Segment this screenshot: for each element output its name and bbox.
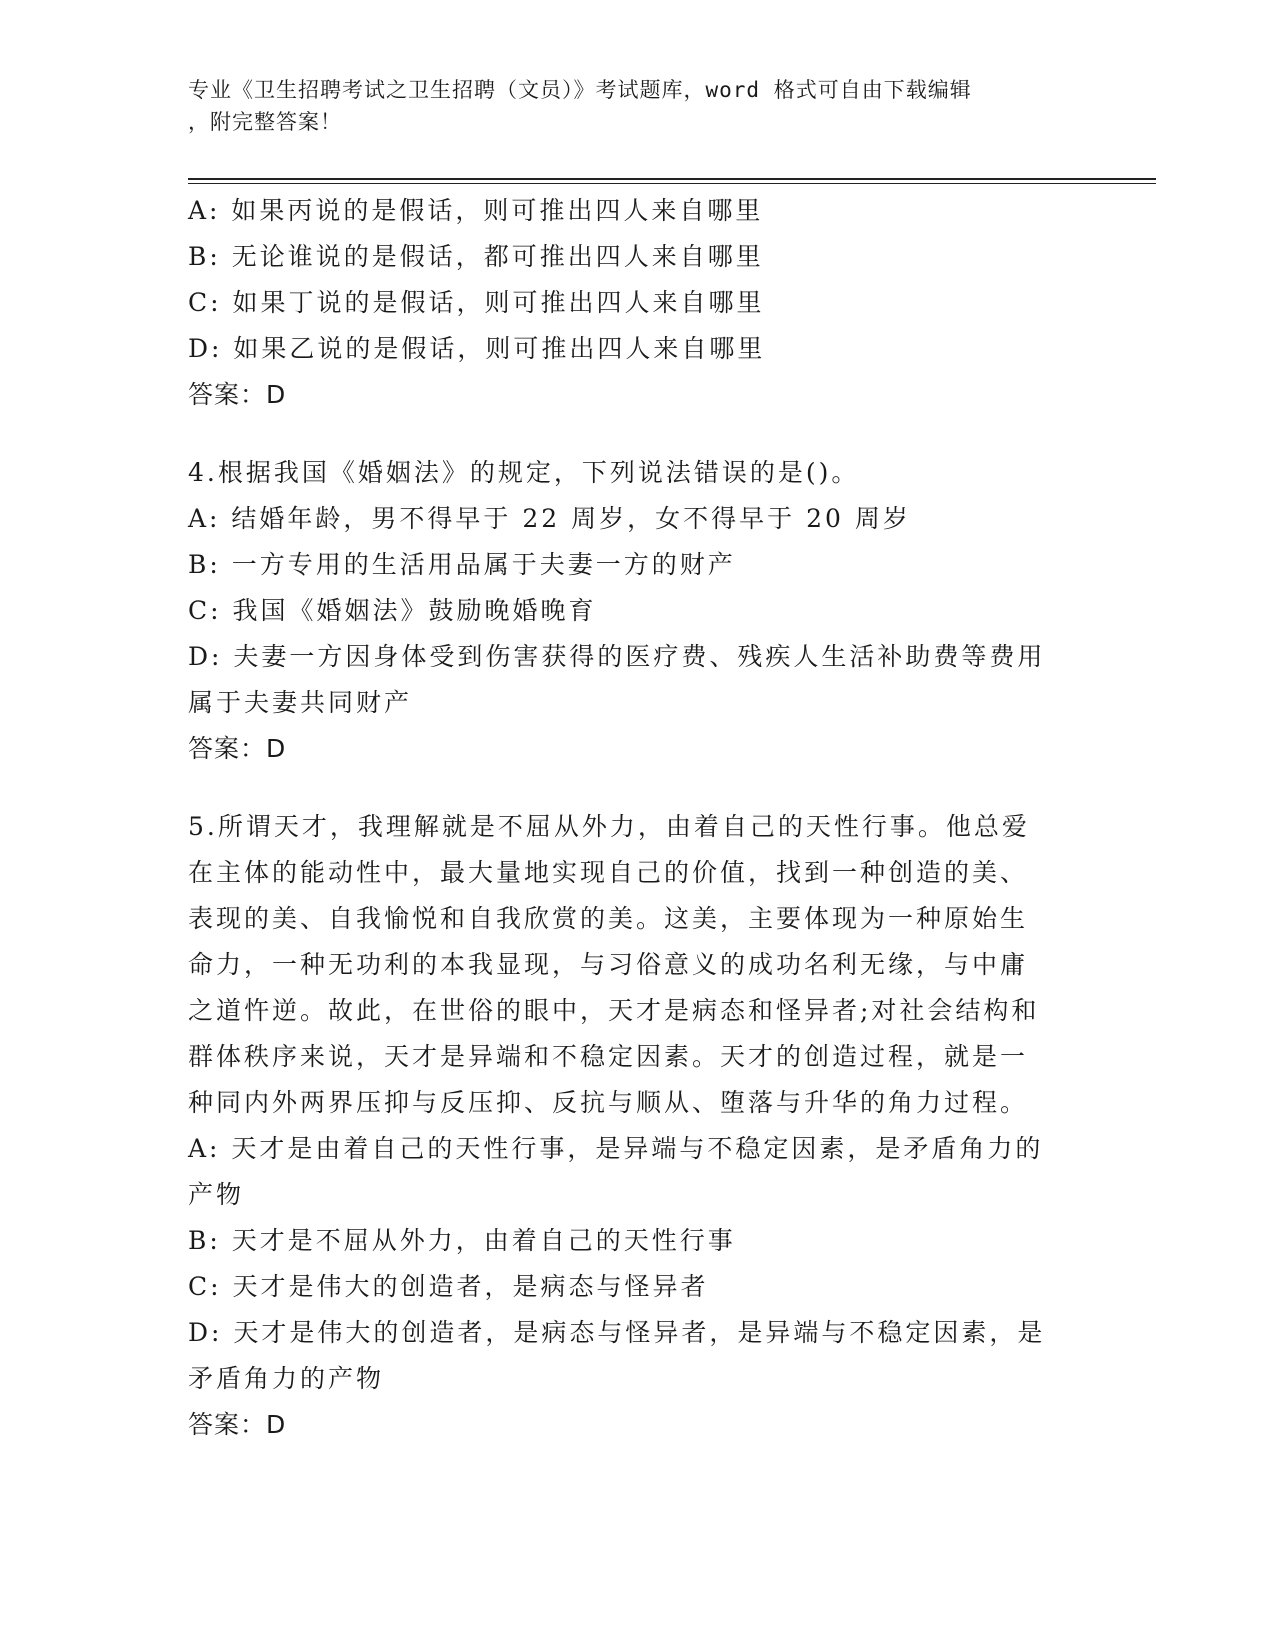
spacer — [188, 418, 1088, 450]
q4-option-d-line-2: 属于夫妻共同财产 — [188, 688, 413, 717]
q5-stem-line: 命力，一种无功利的本我显现，与习俗意义的成功名利无缘，与中庸 — [188, 950, 1029, 979]
question-3 — [188, 188, 1088, 418]
q5-answer: 答案：D — [188, 1410, 287, 1439]
q4-option-d-line-1: D: 夫妻一方因身体受到伤害获得的医疗费、残疾人生活补助费等费用 — [188, 642, 1046, 671]
header-line-2: ，附完整答案！ — [188, 110, 342, 134]
q5-stem-line: 群体秩序来说，天才是异端和不稳定因素。天才的创造过程，就是一 — [188, 1042, 1029, 1071]
q3-option-d: D: 如果乙说的是假话，则可推出四人来自哪里 — [188, 334, 766, 363]
spacer — [188, 772, 1088, 804]
q5-option-d-line-1: D: 天才是伟大的创造者，是病态与怪异者，是异端与不稳定因素，是 — [188, 1318, 1046, 1347]
header-rule-thick — [188, 178, 1156, 180]
q5-stem-line: 5.所谓天才，我理解就是不屈从外力，由着自己的天性行事。他总爱 — [188, 812, 1030, 841]
q5-stem-line: 之道忤逆。故此，在世俗的眼中，天才是病态和怪异者;对社会结构和 — [188, 996, 1040, 1025]
q5-option-c: C: 天才是伟大的创造者，是病态与怪异者 — [188, 1272, 709, 1301]
q5-option-a-line-2: 产物 — [188, 1180, 245, 1209]
q4-option-c: C: 我国《婚姻法》鼓励晚婚晚育 — [188, 596, 597, 625]
q5-option-d-line-2: 矛盾角力的产物 — [188, 1364, 385, 1393]
header-rule-thin — [188, 183, 1156, 184]
q3-answer: 答案：D — [188, 380, 287, 409]
q5-stem-line: 种同内外两界压抑与反压抑、反抗与顺从、堕落与升华的角力过程。 — [188, 1088, 1029, 1117]
q4-answer: 答案：D — [188, 734, 287, 763]
document-header — [188, 74, 1068, 138]
header-line-1: 专业《卫生招聘考试之卫生招聘（文员）》考试题库，word 格式可自由下载编辑 — [188, 78, 972, 102]
q5-stem-line: 在主体的能动性中，最大量地实现自己的价值，找到一种创造的美、 — [188, 858, 1029, 887]
question-5 — [188, 804, 1088, 1448]
q4-option-b: B: 一方专用的生活用品属于夫妻一方的财产 — [188, 550, 736, 579]
q5-option-b: B: 天才是不屈从外力，由着自己的天性行事 — [188, 1226, 736, 1255]
q5-stem-line: 表现的美、自我愉悦和自我欣赏的美。这美，主要体现为一种原始生 — [188, 904, 1029, 933]
q3-option-c: C: 如果丁说的是假话，则可推出四人来自哪里 — [188, 288, 765, 317]
document-body — [188, 188, 1088, 1448]
q3-option-b: B: 无论谁说的是假话，都可推出四人来自哪里 — [188, 242, 764, 271]
question-4 — [188, 450, 1088, 772]
q4-stem: 4.根据我国《婚姻法》的规定，下列说法错误的是()。 — [188, 458, 860, 487]
q5-option-a-line-1: A: 天才是由着自己的天性行事，是异端与不稳定因素，是矛盾角力的 — [188, 1134, 1044, 1163]
q4-option-a: A: 结婚年龄，男不得早于 22 周岁，女不得早于 20 周岁 — [188, 504, 911, 533]
q3-option-a: A: 如果丙说的是假话，则可推出四人来自哪里 — [188, 196, 764, 225]
